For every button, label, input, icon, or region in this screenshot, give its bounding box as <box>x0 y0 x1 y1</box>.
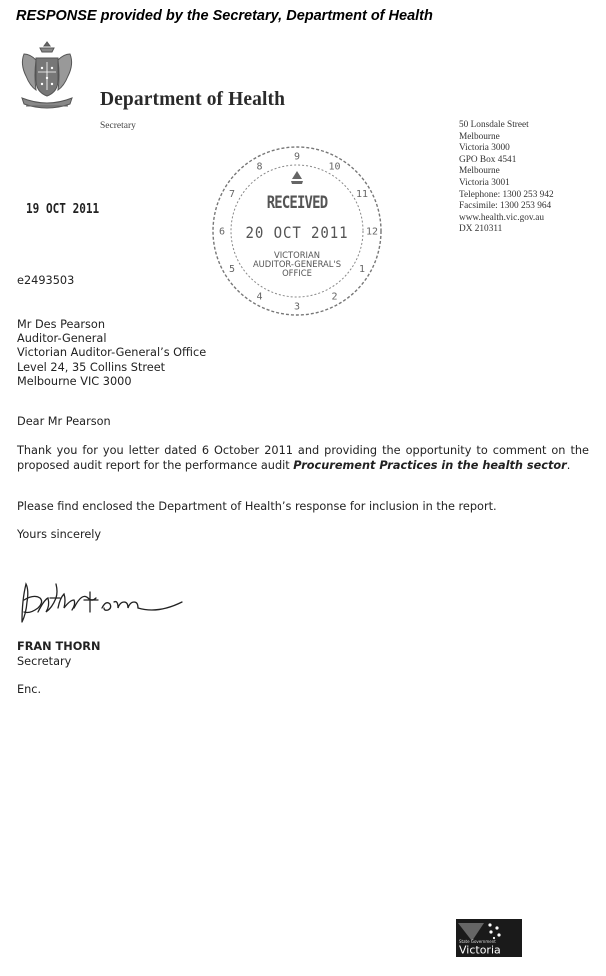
reference-number: e2493503 <box>17 274 75 287</box>
body-text-end: . <box>566 459 571 473</box>
body-text: Thank you for you letter dated 6 October 2011 and providing the opportunity to comment on the proposed audit report for the performance audit <box>17 444 589 473</box>
crown-icon <box>291 171 303 184</box>
stamp-org-line: OFFICE <box>282 268 312 278</box>
address-line: Facsimile: 1300 253 964 <box>459 201 552 212</box>
body-paragraph <box>17 443 589 473</box>
recipient-line: Victorian Auditor-General’s Office <box>17 346 207 360</box>
stamp-ring-number: 10 <box>328 161 341 173</box>
enclosure-note: Enc. <box>17 683 42 696</box>
address-line: Victoria 3000 <box>459 143 510 154</box>
stamp-ring-number: 5 <box>228 264 236 275</box>
address-line: GPO Box 4541 <box>459 154 517 165</box>
stamp-ring-number: 9 <box>293 151 301 163</box>
recipient-line: Auditor-General <box>17 332 107 346</box>
signature-image <box>14 578 192 632</box>
address-line: Melbourne <box>459 166 500 177</box>
address-line: 50 Lonsdale Street <box>459 120 529 130</box>
stamp-ring-number: 1 <box>358 264 366 275</box>
address-line: Melbourne <box>459 131 500 142</box>
stamp-ring-number: 2 <box>331 291 338 303</box>
victoria-logo-name: Victoria <box>459 943 501 957</box>
stamp-ring-number: 7 <box>228 189 236 200</box>
signer-name: FRAN THORN <box>17 640 101 653</box>
victoria-logo <box>456 919 522 957</box>
stamp-received-label: RECEIVED <box>266 193 328 213</box>
department-name: Department of Health <box>100 89 286 110</box>
stamp-organisation <box>209 251 385 278</box>
address-line: www.health.vic.gov.au <box>459 212 545 223</box>
coat-of-arms-icon <box>16 38 78 114</box>
audit-title: Procurement Practices in the health sector <box>293 459 567 473</box>
stamp-org-line: VICTORIAN <box>273 250 321 260</box>
date-stamp: 19 OCT 2011 <box>26 202 100 217</box>
response-heading: RESPONSE provided by the Secretary, Department of Health <box>16 8 433 24</box>
recipient-address <box>17 318 206 389</box>
recipient-line: Level 24, 35 Collins Street <box>17 360 166 374</box>
address-line: DX 210311 <box>459 224 503 235</box>
stamp-ring-number: 11 <box>355 189 369 200</box>
stamp-ring-number: 6 <box>218 226 226 238</box>
address-line: Telephone: 1300 253 942 <box>459 189 554 200</box>
received-stamp <box>209 143 385 319</box>
stamp-ring-number: 8 <box>256 161 263 173</box>
salutation: Dear Mr Pearson <box>17 415 111 428</box>
address-block <box>459 120 554 236</box>
department-role: Secretary <box>100 121 136 131</box>
stamp-date: 20 OCT 2011 <box>245 223 349 242</box>
stamp-ring-number: 3 <box>293 301 301 313</box>
stamp-org-line: AUDITOR-GENERAL'S <box>252 259 342 269</box>
closing: Yours sincerely <box>17 528 102 541</box>
address-line: Victoria 3001 <box>459 177 510 188</box>
stamp-ring-number: 4 <box>256 291 263 303</box>
stamp-ring-number: 12 <box>365 226 379 238</box>
recipient-line: Mr Des Pearson <box>17 318 105 331</box>
recipient-line: Melbourne VIC 3000 <box>17 374 132 388</box>
victoria-logo-small-text: State Government <box>459 939 496 944</box>
signer-title: Secretary <box>17 655 72 668</box>
enclosure-paragraph: Please find enclosed the Department of Health’s response for inclusion in the report. <box>17 500 497 513</box>
